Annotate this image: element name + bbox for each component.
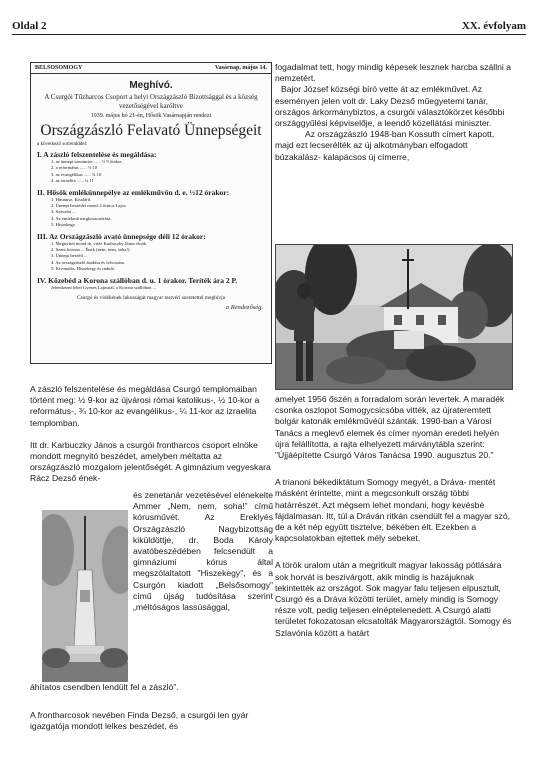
- clipping-item: 2. Szent korona ... Ének (nem, nem, soha!).: [51, 247, 131, 253]
- clipping-date-line: Vasárnap, május 14.: [214, 65, 267, 71]
- clipping-item: 1. Megnyitót mond dr. vitéz Karbuczky János elnök.: [51, 240, 148, 246]
- clipping-paper-name: BELSOSOMOGY: [35, 65, 83, 71]
- page-header: [12, 20, 526, 35]
- clipping-closing: Csurgó és vidékének lakosságát magyar testvéri szeretettel meghívja: [77, 295, 225, 302]
- page-number: Oldal 2: [12, 20, 47, 32]
- clipping-item: 2. Ünnepi beszédet mond: Lőrincz Lajos: [51, 203, 126, 209]
- clipping-item: 5. Hiszekegy.: [51, 222, 76, 228]
- clipping-title: Meghívó.: [129, 80, 173, 91]
- volume-label: XX. évfolyam: [461, 20, 526, 32]
- paragraph: Az országzászló 1948-ban Kossuth címert kapott, majd ezt lecserélték az új alkotmányban elfogadott búzakalász- kalapácsos új címerre,: [275, 129, 495, 162]
- left-column-after-photo: áhítatos csendben lendült fel a zászló”.: [30, 682, 179, 692]
- clipping-item: Jelentkezni lehet Gyenes Lajosnál, a Korona szállóban ...: [51, 284, 156, 290]
- clipping-signature: a Rendezőség.: [225, 303, 263, 311]
- paragraph: A trianoni békediktátum Somogy megyét, a Dráva- mentét másként érintette, mint a megcsonkult ország többi határrészét. Azt mégsem lehet mondani, hogy kevésbé fájdalmasan. Itt, túl a Dráván ritkán csendült fel a magyar szó, de a két nép együtt tisztelve, békében élt. Ezekben a kapcsolatokban ejtettek mély sebeket.: [275, 477, 511, 544]
- memorial-photo-image: [276, 245, 512, 389]
- photo-flag-memorial: [275, 244, 513, 390]
- left-column-last: A frontharcosok nevében Finda Dezső, a csurgói len gyár igazgatója mondott lelkes beszédet, és: [30, 710, 249, 732]
- clipping-section: IV. Közebéd a Korona szállóban d. u. 1 órakor. Teríték ára 2 P.: [37, 275, 238, 285]
- clipping-item: 4. Az emlékmű megkoszorúzása.: [51, 215, 112, 221]
- newspaper-clipping: [30, 62, 272, 364]
- paragraph: A zászló felszentelése és megáldása Csurgó templomaiban történt meg: ½ 9-kor az újvárosi római katolikus-, ½ 10-kor a református-, ¾ 10-kor az evangélikus-, ¼ 11-kor az izraelita templomban.: [30, 384, 260, 428]
- photo-obelisk-monument: [42, 510, 128, 682]
- clipping-intro: A Csurgói Tűzharcos Csoport a helyi Országzászló Bizottsággal és a község vezetőségével karöltve: [44, 93, 258, 110]
- clipping-item: 3. Szavalat ...: [51, 209, 76, 215]
- clipping-item: 5. Kivonulás. Hiszekegy és induló.: [51, 266, 116, 272]
- left-column-top: [30, 384, 273, 485]
- paragraph: Itt dr. Karbuczky János a csurgói frontharcos csoport elnöke mondott megnyitó beszédet, amelyben méltatta az országzászló mozgalom jelentőségét. A gimnázium vegyeskara Rácz Dezső ének-: [30, 439, 271, 484]
- paragraph: amelyet 1956 őszén a forradalom során levertek. A maradék csonka oszlopot Somogycsicsóba vitték, az újrateremtett bolgár katonák emlékművéül szánták. 1990-ban a Városi Tanács a meglevő elemek és címer nyomán eredeti helyén újra felállította, a rajta elhelyezett márványtábla szerint: "Újjáépítette Csurgó Város Tanácsa 1990. augusztus 20.": [275, 394, 505, 461]
- clipping-item: 1. az ünnepi szentmise ...... ½ 9 órakor,: [51, 159, 123, 164]
- clipping-section: II. Hősök emlékünnepélye az emlékművön d. e. ½12 órakor:: [37, 187, 230, 197]
- right-column-top: [275, 62, 515, 163]
- clipping-section: I. A zászló felszentelése és megáldása:: [37, 150, 157, 159]
- clipping-item: 4. Az országzászló átadása és felvonása.: [51, 259, 125, 265]
- left-column-beside-photo: és zenetanár vezetésével elénekelte Ammer „Nem, nem, soha!” című kórusművét. Az Ereklyés Országzászló Nagybizottság kiküldöttje, dr. Boda Károly avatóbeszédében felcsendült a gimnáziumi kórus által megszólaltatott "Hiszekegy", és a Csurgón kiadott „Belsősomogy” című újság tudósítása szerint „méltóságos lassúsággal,: [133, 490, 273, 613]
- monument-photo-image: [42, 510, 128, 682]
- clipping-section: III. Az Országzászló avató ünnepsége déli 12 órakor:: [37, 231, 206, 241]
- clipping-subtitle: a következő sorrendddel:: [37, 142, 88, 147]
- clipping-item: 3. Ünnepi beszéd ...: [51, 253, 88, 259]
- clipping-item: 1. Himnusz. Kisalárd.: [51, 196, 92, 202]
- clipping-event-date: 1939. május hó 21-én, Hősök Vasárnapján rendezi: [90, 113, 212, 119]
- clipping-item: 3. az evangélikus ...... ¾ 10: [51, 171, 102, 177]
- paragraph: fogadalmat tett, hogy mindig képesek lesznek harcba szállni a nemzetért.: [275, 62, 511, 84]
- right-column-bottom: [275, 394, 515, 639]
- clipping-item: 2. a református ...... ½ 10: [51, 165, 98, 171]
- paragraph: Bajor József községi bíró vette át az emlékművet. Az eseményen jelen volt dr. Laky Dezső műegyetemi tanár, országos árkormánybiztos, a csurgói választókörzet későbbi országgyűlési képviselője, a leendő közellátási miniszter.: [275, 84, 505, 129]
- paragraph: A török uralom után a megritkult magyar lakosság pótlására sok horvát is beszivárgott, akik mindig is hazájuknak tekintették az országot. Sok magyar falu teljesen elpusztult, Csurgó és a Dráva közötti terület, amely mindig is Somogy része volt, pedig teljesen elnéptelenedett. A Csurgó alatti területet fokozatosan elcsatolták Magyarországtól. Somogy és Szlavónia között a határt: [275, 560, 512, 638]
- clipping-masthead: [31, 63, 271, 74]
- clipping-item: 4. az izraelita ...... ¼ 11: [51, 178, 94, 184]
- clipping-event-title: Országzászló Felavató Ünnepségeit: [40, 122, 262, 139]
